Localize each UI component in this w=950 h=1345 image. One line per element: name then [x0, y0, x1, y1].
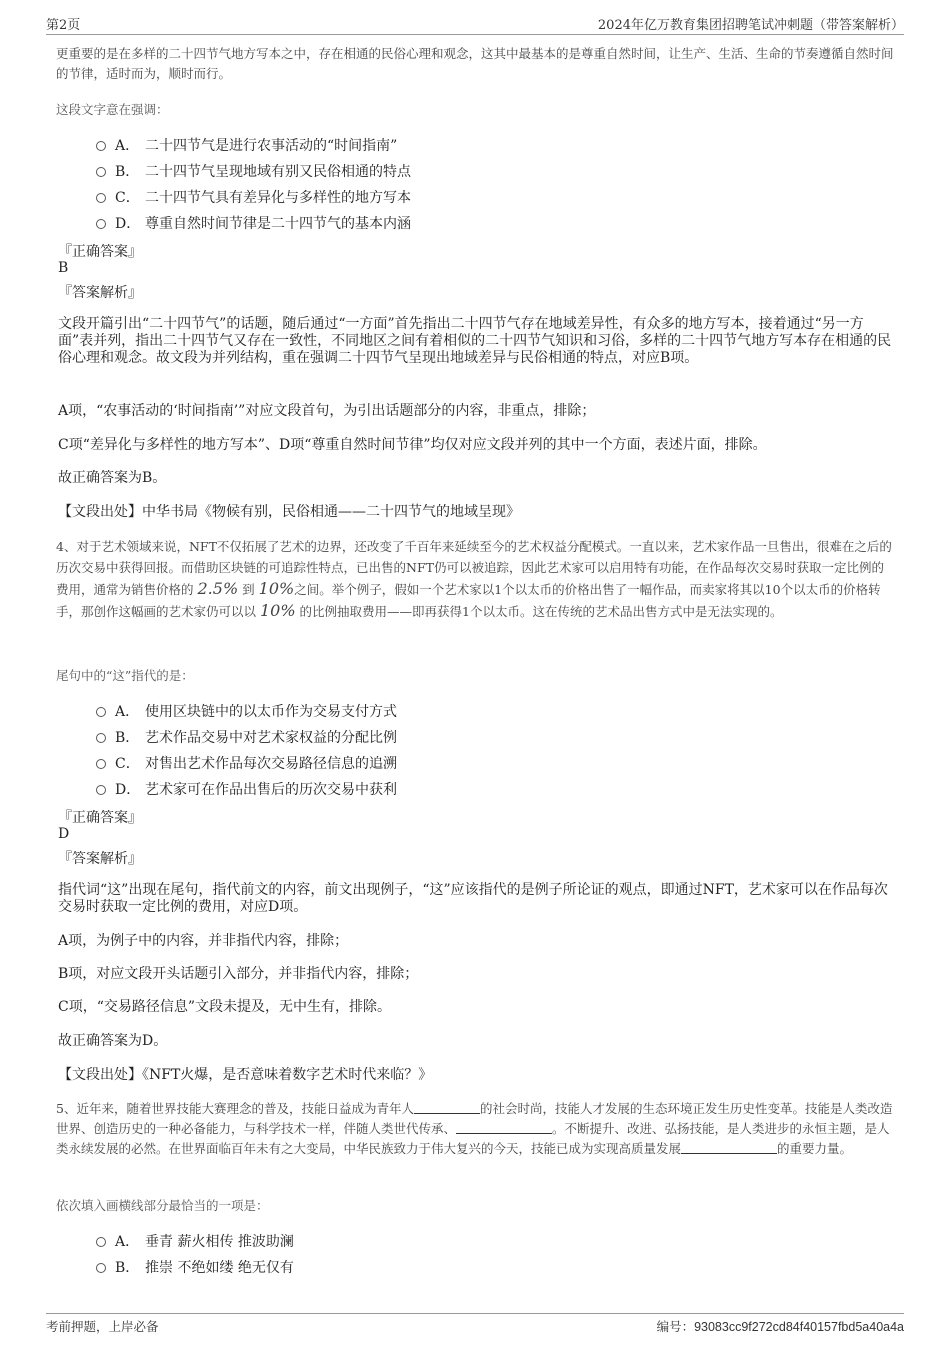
radio-icon[interactable]: [96, 1263, 106, 1273]
q4-option-d[interactable]: D． 艺术家可在作品出售后的历次交易中获利: [96, 779, 397, 799]
q3-conclusion: 故正确答案为B。: [58, 470, 167, 486]
page-footer: [46, 1313, 904, 1336]
q4-analysis-label: 『答案解析』: [58, 851, 142, 867]
radio-icon[interactable]: [96, 1237, 106, 1247]
q4-conclusion: 故正确答案为D。: [58, 1033, 168, 1049]
q3-analysis-main: 文段开篇引出“二十四节气”的话题，随后通过“一方面”首先指出二十四节气存在地域差异性，有众多的地方写本，接着通过“另一方面”表并列，指出二十四节气又存在一致性，不同地区之间有着相似的二十四节气知识和习俗，多样的二十四节气地方写本存在相通的民俗心理和观念。故文段为并列结构，重在强调二十四节气呈现出地域差异与民俗相通的特点，对应B项。: [58, 316, 892, 366]
q3-option-c[interactable]: C． 二十四节气具有差异化与多样性的地方写本: [96, 187, 411, 207]
q5-option-a[interactable]: A． 垂青 薪火相传 推波助澜: [96, 1231, 294, 1251]
q3-analysis-cd: C项“差异化与多样性的地方写本”、D项“尊重自然时间节律”均仅对应文段并列的其中一个方面，表述片面，排除。: [58, 437, 767, 453]
radio-icon[interactable]: [96, 193, 106, 203]
q3-analysis-a: A项，“农事活动的‘时间指南’”对应文段首句，为引出话题部分的内容，非重点，排除；: [58, 403, 596, 419]
document-code: 编号：93083cc9f272cd84f40157fbd5a40a4a: [656, 1319, 904, 1334]
q3-option-b[interactable]: B． 二十四节气呈现地域有别又民俗相通的特点: [96, 161, 411, 181]
footer-slogan: 考前押题，上岸必备: [46, 1319, 159, 1334]
q3-answer-label: 『正确答案』: [58, 244, 142, 260]
q5-stem: 依次填入画横线部分最恰当的一项是：: [56, 1198, 269, 1213]
q5-option-b[interactable]: B． 推崇 不绝如缕 绝无仅有: [96, 1257, 294, 1277]
blank-2[interactable]: [456, 1121, 552, 1134]
page-number: 第2页: [46, 18, 81, 33]
radio-icon[interactable]: [96, 219, 106, 229]
q4-answer-label: 『正确答案』: [58, 810, 142, 826]
q3-option-d[interactable]: D． 尊重自然时间节律是二十四节气的基本内涵: [96, 213, 411, 233]
radio-icon[interactable]: [96, 733, 106, 743]
pct-high: 10%: [258, 579, 295, 598]
blank-1[interactable]: [414, 1101, 480, 1114]
pct-low: 2.5%: [197, 579, 239, 598]
q4-option-b[interactable]: B． 艺术作品交易中对艺术家权益的分配比例: [96, 727, 397, 747]
q4-answer: D: [58, 826, 70, 842]
q4-source: 【文段出处】《NFT火爆，是否意味着数字艺术时代来临？》: [58, 1067, 433, 1083]
q4-stem: 尾句中的“这”指代的是：: [56, 668, 194, 683]
q4-analysis-c: C项，“交易路径信息”文段未提及，无中生有，排除。: [58, 999, 392, 1015]
q3-analysis-label: 『答案解析』: [58, 285, 142, 301]
document-title: 2024年亿万教育集团招聘笔试冲刺题（带答案解析）: [597, 18, 904, 33]
blank-3[interactable]: [681, 1141, 777, 1154]
q4-option-c[interactable]: C． 对售出艺术作品每次交易路径信息的追溯: [96, 753, 397, 773]
pct-royalty: 10%: [260, 601, 296, 620]
radio-icon[interactable]: [96, 707, 106, 717]
q3-passage: 更重要的是在多样的二十四节气地方写本之中，存在相通的民俗心理和观念，这其中最基本的是尊重自然时间，让生产、生活、生命的节奏遵循自然时间的节律，适时而为，顺时而行。: [56, 46, 894, 81]
radio-icon[interactable]: [96, 141, 106, 151]
page-header: [46, 12, 904, 35]
radio-icon[interactable]: [96, 167, 106, 177]
radio-icon[interactable]: [96, 785, 106, 795]
q3-answer: B: [58, 260, 69, 276]
q3-stem: 这段文字意在强调：: [56, 102, 169, 117]
q4-passage: 4、对于艺术领域来说，NFT不仅拓展了艺术的边界，还改变了千百年来延续至今的艺术权益分配模式。一直以来，艺术家作品一旦售出，很难在之后的历次交易中获得回报。而借助区块链的可追踪性特点，已出售的NFT仍可以被追踪，因此艺术家可以启用特有功能，在作品每次交易时获取一定比例的费用，通常为销售价格的 2.5% 到 10%之间。举个例子，假如一个艺术家以1个以太币的价格出售了一幅作品，而卖家将其以10个以太币的价格转手，那创作这幅画的艺术家仍可以以 10% 的比例抽取费用——即再获得1个以太币。这在传统的艺术品出售方式中是无法实现的。: [56, 539, 892, 620]
q4-analysis-b: B项，对应文段开头话题引入部分，并非指代内容，排除；: [58, 966, 419, 982]
q5-passage: 5、近年来，随着世界技能大赛理念的普及，技能日益成为青年人 的社会时尚，技能人才发展的生态环境正发生历史性变革。技能是人类改造世界、创造历史的一种必备能力，与科学技术一样，伴随人类世代传承、 。不断提升、改进、弘扬技能，是人类进步的永恒主题，是人类永续发展的必然。在世界面临百年未有之大变局，中华民族致力于伟大复兴的今天，技能已成为实现高质量发展 的重要力量。: [56, 1101, 893, 1156]
q3-option-a[interactable]: A． 二十四节气是进行农事活动的“时间指南”: [96, 135, 397, 155]
q4-analysis-a: A项，为例子中的内容，并非指代内容，排除；: [58, 933, 349, 949]
radio-icon[interactable]: [96, 759, 106, 769]
q4-analysis-main: 指代词“这”出现在尾句，指代前文的内容，前文出现例子，“这”应该指代的是例子所论证的观点，即通过NFT，艺术家可以在作品每次交易时获取一定比例的费用，对应D项。: [58, 882, 888, 915]
q3-source: 【文段出处】中华书局《物候有别，民俗相通——二十四节气的地域呈现》: [58, 504, 520, 520]
q4-option-a[interactable]: A． 使用区块链中的以太币作为交易支付方式: [96, 701, 397, 721]
